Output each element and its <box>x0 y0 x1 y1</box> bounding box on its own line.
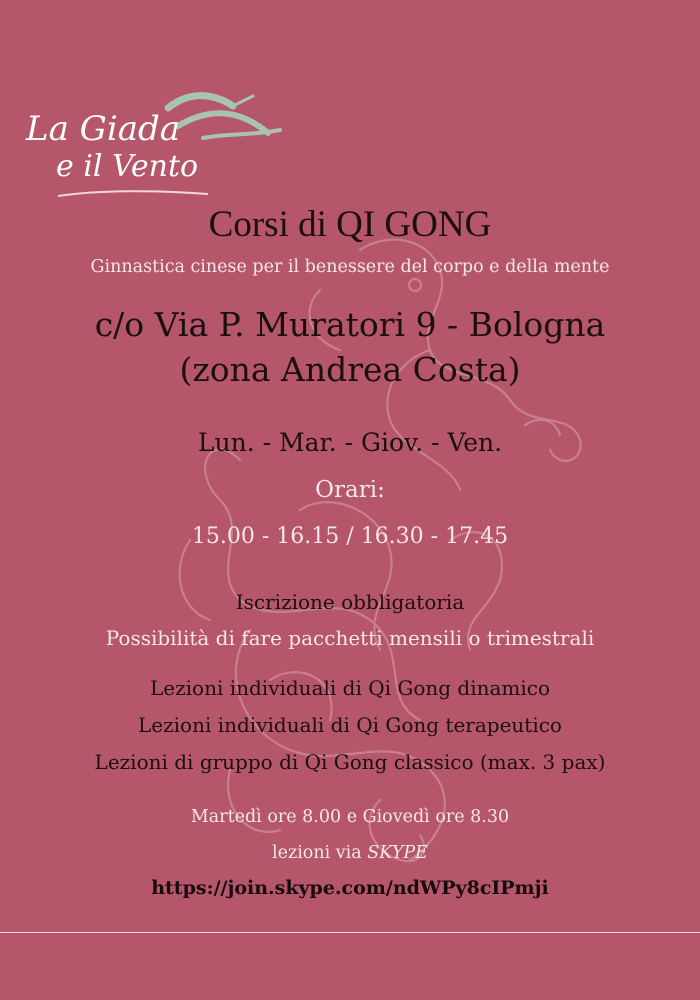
schedule-times: 15.00 - 16.15 / 16.30 - 17.45 <box>191 524 509 549</box>
address-line-1: c/o Via P. Muratori 9 - Bologna <box>94 305 606 344</box>
footer-divider <box>0 932 700 933</box>
packages-note: Possibilità di fare pacchetti mensili o trimestrali <box>105 626 595 650</box>
schedule-days: Lun. - Mar. - Giov. - Ven. <box>197 428 503 457</box>
schedule-label: Orari: <box>315 477 385 503</box>
lesson-item: Lezioni di gruppo di Qi Gong classico (max. 3 pax) <box>94 750 606 774</box>
logo <box>18 78 288 208</box>
online-platform <box>0 843 700 863</box>
address-line-2: (zona Andrea Costa) <box>179 350 521 389</box>
logo-line-1: La Giada <box>26 109 180 149</box>
online-platform-name: SKYPE <box>367 843 428 863</box>
logo-underline <box>58 191 208 196</box>
lesson-item: Lezioni individuali di Qi Gong terapeutico <box>138 713 562 737</box>
brush-stroke-wind-icon <box>168 96 280 138</box>
online-schedule: Martedì ore 8.00 e Giovedì ore 8.30 <box>190 807 510 827</box>
lesson-item: Lezioni individuali di Qi Gong dinamico <box>149 676 551 700</box>
logo-line-2: e il Vento <box>56 149 199 184</box>
registration-note: Iscrizione obbligatoria <box>235 590 465 614</box>
skype-link[interactable]: https://join.skype.com/ndWPy8cIPmji <box>151 877 549 899</box>
page-title: Corsi di QI GONG <box>208 204 492 245</box>
subtitle: Ginnastica cinese per il benessere del corpo e della mente <box>90 257 610 277</box>
online-platform-prefix: lezioni via <box>272 843 368 863</box>
